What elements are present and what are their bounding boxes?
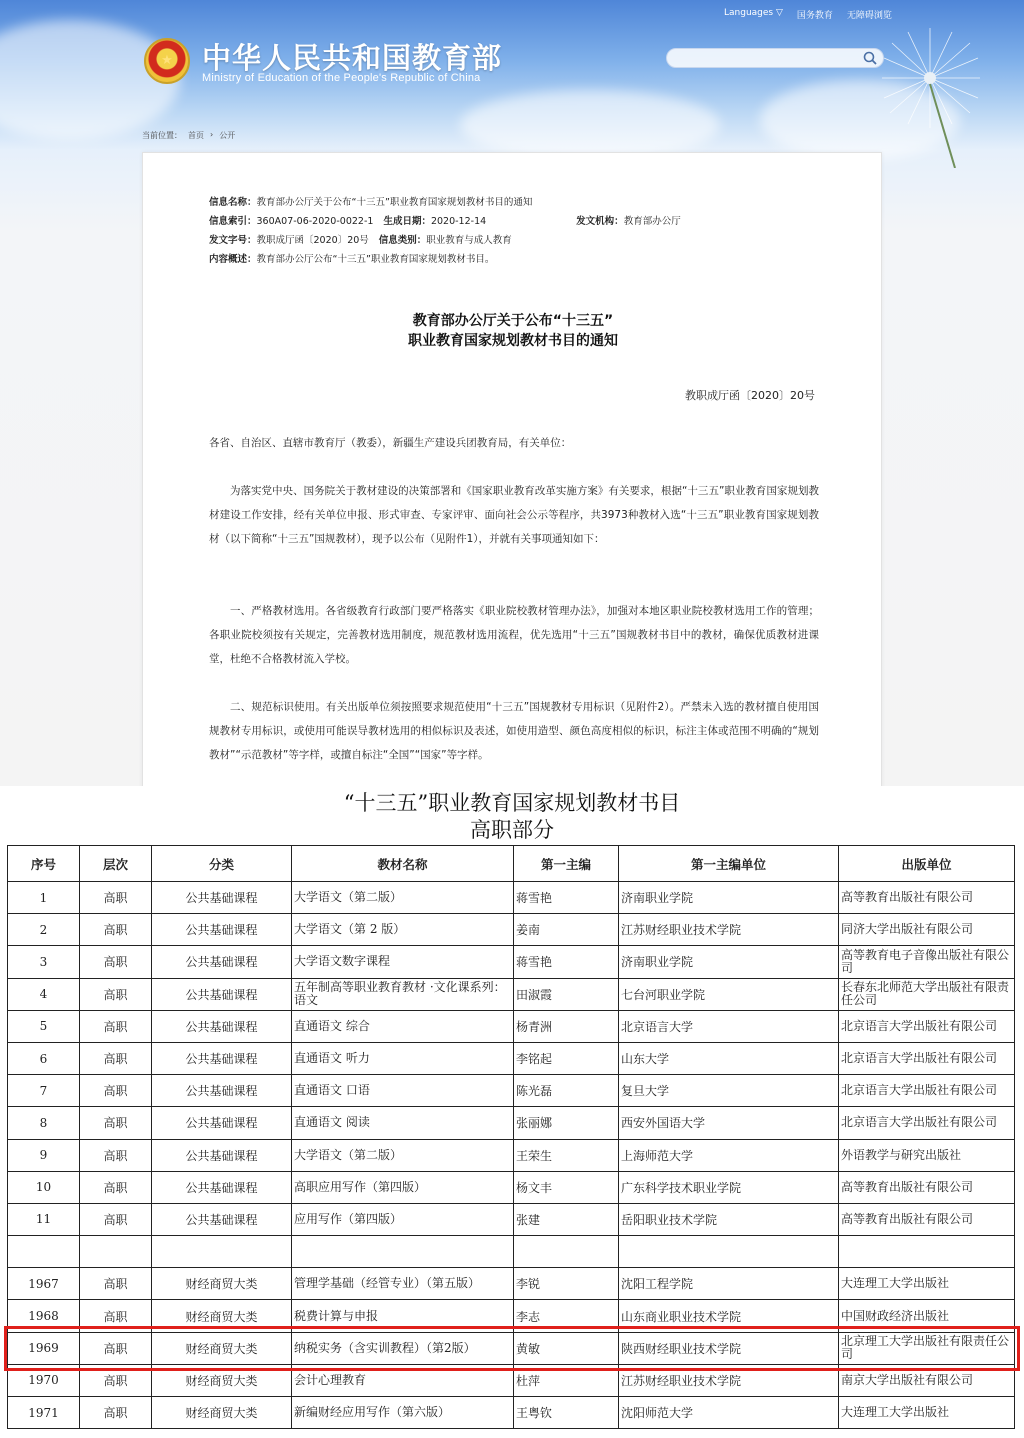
- table-cell: 高职: [80, 1042, 152, 1074]
- table-row: [8, 1397, 1015, 1429]
- meta-label: 信息类别：: [378, 235, 427, 246]
- table-cell: 管理学基础（经管专业）（第五版）: [292, 1268, 514, 1300]
- table-cell: 公共基础课程: [152, 882, 292, 914]
- table-cell: 大连理工大学出版社: [839, 1268, 1015, 1300]
- table-cell: 杨文丰: [514, 1171, 619, 1203]
- table-cell: 高等教育出版社有限公司: [839, 1203, 1015, 1235]
- meta-label: 生成日期：: [383, 216, 431, 227]
- document-number: 教职成厅函〔2020〕20号: [685, 389, 815, 402]
- breadcrumb: [142, 130, 235, 141]
- table-cell: 田淑霞: [514, 978, 619, 1010]
- table-cell: 杨青洲: [514, 1010, 619, 1042]
- table-row: [8, 1010, 1015, 1042]
- table-cell: 黄敏: [514, 1332, 619, 1364]
- table-cell: 西安外国语大学: [619, 1107, 839, 1139]
- table-cell: 李铭起: [514, 1042, 619, 1074]
- table-cell: 6: [8, 1042, 80, 1074]
- table-cell: 沈阳师范大学: [619, 1397, 839, 1429]
- table-row: [8, 1139, 1015, 1171]
- table-cell: 公共基础课程: [152, 1203, 292, 1235]
- table-cell: 直通语文 口语: [292, 1075, 514, 1107]
- table-cell: 1: [8, 882, 80, 914]
- table-cell: 公共基础课程: [152, 914, 292, 946]
- breadcrumb-separator: ›: [210, 130, 214, 139]
- meta-label: 发文字号：: [209, 235, 257, 246]
- column-header: 第一主编单位: [619, 846, 839, 882]
- table-cell: 税费计算与申报: [292, 1300, 514, 1332]
- table-cell: 江苏财经职业技术学院: [619, 914, 839, 946]
- meta-value: 教育部办公厅: [623, 216, 681, 227]
- salutation: 各省、自治区、直辖市教育厅（教委），新疆生产建设兵团教育局，有关单位：: [209, 437, 572, 449]
- table-cell: 1969: [8, 1332, 80, 1364]
- table-cell: 直通语文 阅读: [292, 1107, 514, 1139]
- table-row: [8, 882, 1015, 914]
- table-cell: 公共基础课程: [152, 1042, 292, 1074]
- column-header: 出版单位: [839, 846, 1015, 882]
- top-links: [724, 8, 892, 21]
- table-cell: 山东大学: [619, 1042, 839, 1074]
- meta-label: 发文机构：: [576, 216, 624, 227]
- table-header-row: [8, 846, 1015, 882]
- table-row: [8, 1364, 1015, 1396]
- meta-value: 职业教育与成人教育: [426, 235, 512, 246]
- table-cell: 陈光磊: [514, 1075, 619, 1107]
- table-cell: 1968: [8, 1300, 80, 1332]
- table-cell: 10: [8, 1171, 80, 1203]
- table-cell: 8: [8, 1107, 80, 1139]
- meta-value: 教育部办公厅关于公布“十三五”职业教育国家规划教材书目的通知: [256, 197, 533, 208]
- table-cell: 高职: [80, 1332, 152, 1364]
- accessibility-link[interactable]: 无障碍浏览: [846, 11, 892, 21]
- table-cell: 七台河职业学院: [619, 978, 839, 1010]
- table-row: [8, 914, 1015, 946]
- table-cell: 1971: [8, 1397, 80, 1429]
- table-cell: 公共基础课程: [152, 1107, 292, 1139]
- table-cell: 公共基础课程: [152, 1139, 292, 1171]
- table-cell: 北京语言大学出版社有限公司: [839, 1107, 1015, 1139]
- table-row: [8, 1236, 1015, 1268]
- breadcrumb-public-link[interactable]: 公开: [219, 131, 236, 140]
- table-subtitle: 高职部分: [470, 818, 554, 842]
- table-row: [8, 1203, 1015, 1235]
- table-cell: 9: [8, 1139, 80, 1171]
- table-cell: [152, 1236, 292, 1268]
- table-cell: 高职: [80, 1139, 152, 1171]
- table-cell: 蒋雪艳: [514, 946, 619, 978]
- document-panel: [142, 152, 882, 786]
- table-cell: 公共基础课程: [152, 978, 292, 1010]
- table-cell: [80, 1236, 152, 1268]
- meta-value: 教育部办公厅公布“十三五”职业教育国家规划教材书目。: [256, 254, 495, 265]
- column-header: 分类: [152, 846, 292, 882]
- document-title-line: 教育部办公厅关于公布“十三五”: [412, 313, 614, 329]
- site-title[interactable]: 中华人民共和国教育部: [202, 41, 503, 75]
- site-subtitle: Ministry of Education of the People's Republic of China: [202, 72, 481, 84]
- table-cell: [514, 1236, 619, 1268]
- table-cell: 李志: [514, 1300, 619, 1332]
- paragraph-2: 一、严格教材选用。各省级教育行政部门要严格落实《职业院校教材管理办法》，加强对本地区职业院校教材选用工作的管理；各职业院校须按有关规定，完善教材选用制度，规范教材选用流程，优先选用“十三五”国规教材书目中的教材，确保优质教材进课堂，杜绝不合格教材流入学校。: [209, 605, 819, 665]
- table-cell: 南京大学出版社有限公司: [839, 1364, 1015, 1396]
- top-link-2[interactable]: 国务教育: [796, 11, 833, 21]
- table-cell: 长春东北师范大学出版社有限责任公司: [839, 978, 1015, 1010]
- document-title: [143, 311, 883, 351]
- table-cell: 济南职业学院: [619, 946, 839, 978]
- table-cell: 同济大学出版社有限公司: [839, 914, 1015, 946]
- table-cell: 王荣生: [514, 1139, 619, 1171]
- document-meta: [209, 193, 681, 269]
- table-cell: 高职: [80, 1107, 152, 1139]
- table-cell: 广东科学技术职业学院: [619, 1171, 839, 1203]
- languages-link[interactable]: Languages ▽: [724, 8, 783, 18]
- table-cell: 3: [8, 946, 80, 978]
- column-header: 第一主编: [514, 846, 619, 882]
- table-cell: 2: [8, 914, 80, 946]
- document-title-line: 职业教育国家规划教材书目的通知: [408, 333, 618, 349]
- table-cell: [619, 1236, 839, 1268]
- table-cell: 上海师范大学: [619, 1139, 839, 1171]
- table-row: [8, 1171, 1015, 1203]
- national-emblem-icon[interactable]: ★: [144, 38, 190, 84]
- table-cell: 财经商贸大类: [152, 1300, 292, 1332]
- table-cell: 岳阳职业技术学院: [619, 1203, 839, 1235]
- table-cell: 公共基础课程: [152, 1075, 292, 1107]
- table-cell: 江苏财经职业技术学院: [619, 1364, 839, 1396]
- table-cell: 山东商业职业技术学院: [619, 1300, 839, 1332]
- table-cell: 高职: [80, 1397, 152, 1429]
- table-cell: 高等教育电子音像出版社有限公司: [839, 946, 1015, 978]
- breadcrumb-home-link[interactable]: 首页: [188, 131, 204, 140]
- table-cell: 公共基础课程: [152, 946, 292, 978]
- table-cell: 7: [8, 1075, 80, 1107]
- table-cell: 李锐: [514, 1268, 619, 1300]
- table-cell: 外语教学与研究出版社: [839, 1139, 1015, 1171]
- table-cell: 北京语言大学出版社有限公司: [839, 1010, 1015, 1042]
- table-cell: 直通语文 听力: [292, 1042, 514, 1074]
- table-cell: 大学语文（第 2 版）: [292, 914, 514, 946]
- table-cell: 新编财经应用写作（第六版）: [292, 1397, 514, 1429]
- table-cell: 财经商贸大类: [152, 1397, 292, 1429]
- table-cell: 大学语文数字课程: [292, 946, 514, 978]
- table-cell: 北京语言大学出版社有限公司: [839, 1042, 1015, 1074]
- table-cell: 高等教育出版社有限公司: [839, 1171, 1015, 1203]
- table-cell: 陕西财经职业技术学院: [619, 1332, 839, 1364]
- search-input[interactable]: [666, 48, 884, 68]
- cloud-decoration: [460, 90, 720, 160]
- table-cell: 11: [8, 1203, 80, 1235]
- table-title-line: “十三五”职业教育国家规划教材书目: [343, 791, 681, 815]
- table-cell: 王粤钦: [514, 1397, 619, 1429]
- table-cell: 北京理工大学出版社有限责任公司: [839, 1332, 1015, 1364]
- dandelion-decoration-icon: [870, 18, 1020, 168]
- table-cell: 公共基础课程: [152, 1010, 292, 1042]
- table-cell: [839, 1236, 1015, 1268]
- table-cell: 复旦大学: [619, 1075, 839, 1107]
- table-cell: 济南职业学院: [619, 882, 839, 914]
- table-cell: 大连理工大学出版社: [839, 1397, 1015, 1429]
- meta-label: 信息名称：: [209, 197, 257, 208]
- table-cell: 财经商贸大类: [152, 1364, 292, 1396]
- table-cell: 财经商贸大类: [152, 1268, 292, 1300]
- meta-value: 教职成厅函〔2020〕20号: [256, 235, 369, 246]
- table-title: [0, 790, 1024, 844]
- table-cell: 张丽娜: [514, 1107, 619, 1139]
- table-cell: 高职: [80, 946, 152, 978]
- table-cell: 沈阳工程学院: [619, 1268, 839, 1300]
- table-cell: 大学语文（第二版）: [292, 882, 514, 914]
- table-cell: 高职: [80, 1010, 152, 1042]
- table-cell: 中国财政经济出版社: [839, 1300, 1015, 1332]
- table-cell: 姜南: [514, 914, 619, 946]
- table-cell: 高职: [80, 914, 152, 946]
- table-row: [8, 1300, 1015, 1332]
- table-cell: 财经商贸大类: [152, 1332, 292, 1364]
- table-cell: 纳税实务（含实训教程）（第2版）: [292, 1332, 514, 1364]
- table-cell: [292, 1236, 514, 1268]
- table-cell: [8, 1236, 80, 1268]
- meta-value: 360A07-06-2020-0022-1: [256, 216, 374, 227]
- meta-label: 信息索引：: [209, 216, 257, 227]
- table-cell: 大学语文（第二版）: [292, 1139, 514, 1171]
- table-cell: 5: [8, 1010, 80, 1042]
- table-cell: 杜萍: [514, 1364, 619, 1396]
- table-cell: 高职: [80, 1364, 152, 1396]
- table-cell: 高职: [80, 882, 152, 914]
- table-row: [8, 1268, 1015, 1300]
- table-cell: 高等教育出版社有限公司: [839, 882, 1015, 914]
- table-cell: 1970: [8, 1364, 80, 1396]
- table-cell: 公共基础课程: [152, 1171, 292, 1203]
- table-row: [8, 946, 1015, 978]
- table-cell: 蒋雪艳: [514, 882, 619, 914]
- table-cell: 直通语文 综合: [292, 1010, 514, 1042]
- breadcrumb-label: 当前位置：: [142, 131, 182, 140]
- table-cell: 北京语言大学出版社有限公司: [839, 1075, 1015, 1107]
- table-cell: 高职: [80, 1268, 152, 1300]
- table-cell: 高职: [80, 978, 152, 1010]
- table-row: [8, 1042, 1015, 1074]
- textbook-list-table: [7, 845, 1015, 1429]
- column-header: 教材名称: [292, 846, 514, 882]
- table-row: [8, 1107, 1015, 1139]
- table-cell: 高职: [80, 1203, 152, 1235]
- table-cell: 4: [8, 978, 80, 1010]
- table-cell: 1967: [8, 1268, 80, 1300]
- table-row: [8, 1075, 1015, 1107]
- table-cell: 应用写作（第四版）: [292, 1203, 514, 1235]
- table-cell: 五年制高等职业教育教材 ·文化课系列：语文: [292, 978, 514, 1010]
- table-body: [8, 882, 1015, 1429]
- column-header: 序号: [8, 846, 80, 882]
- table-cell: 高职应用写作（第四版）: [292, 1171, 514, 1203]
- column-header: 层次: [80, 846, 152, 882]
- meta-value: 2020-12-14: [430, 216, 487, 227]
- table-cell: 会计心理教育: [292, 1364, 514, 1396]
- table-row: [8, 978, 1015, 1010]
- table-cell: 高职: [80, 1171, 152, 1203]
- meta-label: 内容概述：: [209, 254, 257, 265]
- paragraph-1: 为落实党中央、国务院关于教材建设的决策部署和《国家职业教育改革实施方案》有关要求，根据“十三五”职业教育国家规划教材建设工作安排，经有关单位申报、形式审查、专家评审、面向社会公示等程序，共3973种教材入选“十三五”职业教育国家规划教材（以下简称“十三五”国规教材），现予以公布（见附件1），并就有关事项通知如下：: [209, 485, 819, 545]
- table-cell: 北京语言大学: [619, 1010, 839, 1042]
- table-cell: 高职: [80, 1075, 152, 1107]
- table-row: [8, 1332, 1015, 1364]
- table-cell: 张建: [514, 1203, 619, 1235]
- paragraph-3: 二、规范标识使用。有关出版单位须按照要求规范使用“十三五”国规教材专用标识（见附件2）。严禁未入选的教材擅自使用国规教材专用标识，或使用可能误导教材选用的相似标识及表述，如使用造型、颜色高度相似的标识，标注主体或范围不明确的“规划教材”“示范教材”等字样，或擅自标注“全国”“国家”等字样。: [209, 701, 819, 761]
- table-cell: 高职: [80, 1300, 152, 1332]
